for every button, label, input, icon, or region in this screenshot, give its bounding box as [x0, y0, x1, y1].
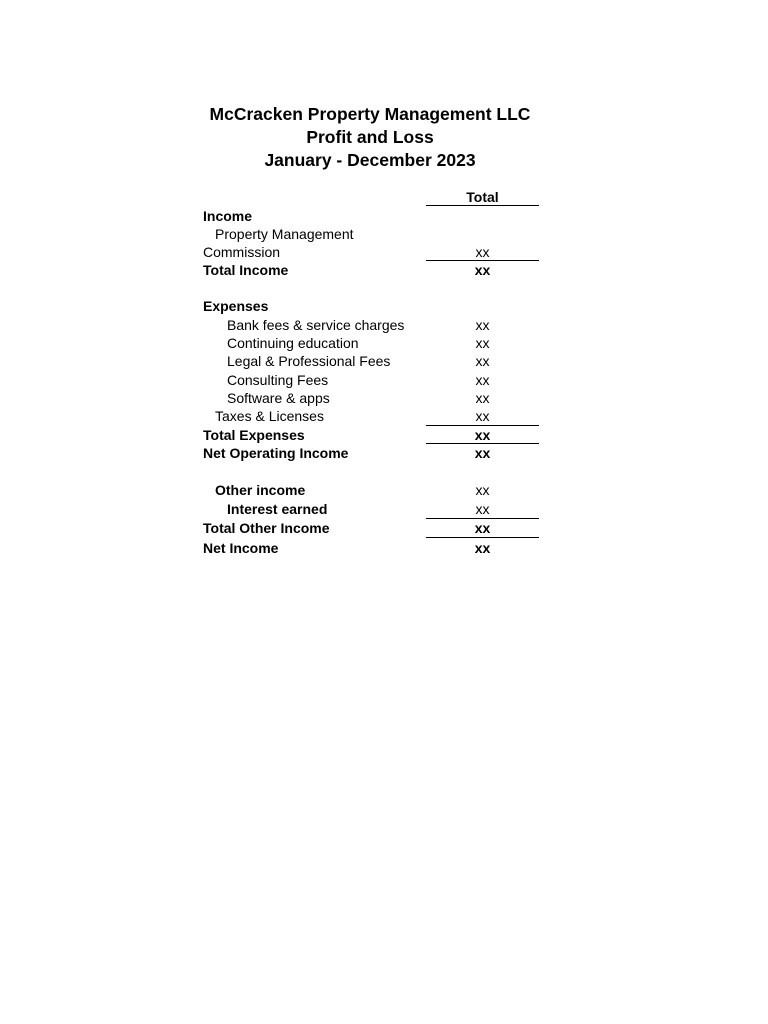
- net-operating-income-row: [0, 444, 768, 462]
- expense-amount: xx: [475, 372, 490, 388]
- net-operating-income-label: Net Operating Income: [203, 445, 349, 461]
- interest-earned-label: Interest earned: [227, 501, 328, 517]
- total-income-amount: xx: [474, 262, 491, 278]
- expenses-heading: Expenses: [203, 298, 269, 314]
- income-heading: Income: [203, 208, 253, 224]
- net-operating-income-amount: xx: [474, 445, 491, 461]
- income-line-label-continued: Commission: [203, 244, 281, 260]
- income-heading-row: [0, 207, 768, 225]
- expense-row: [0, 389, 768, 407]
- total-column-header: Total: [466, 189, 499, 205]
- expenses-heading-row: [0, 297, 768, 315]
- expense-row: [0, 407, 768, 425]
- report-period: January - December 2023: [264, 150, 476, 170]
- expense-row: [0, 316, 768, 334]
- expense-label: Bank fees & service charges: [227, 317, 405, 333]
- net-income-row: [0, 539, 768, 557]
- interest-earned-amount: xx: [475, 501, 490, 517]
- total-other-income-row: [0, 519, 768, 537]
- total-expenses-row: [0, 426, 768, 444]
- income-line-row: [0, 225, 768, 243]
- net-income-amount: xx: [474, 540, 491, 556]
- interest-earned-row: [0, 500, 768, 518]
- income-line-row-continued: [0, 243, 768, 261]
- report-title: Profit and Loss: [306, 127, 434, 147]
- header-underline: [426, 205, 539, 206]
- net-income-label: Net Income: [203, 540, 279, 556]
- expense-amount: xx: [475, 335, 490, 351]
- other-income-heading-amount: xx: [475, 482, 490, 498]
- other-income-heading: Other income: [215, 482, 306, 498]
- other-income-heading-row: [0, 481, 768, 499]
- net-income-rule: [426, 537, 539, 538]
- expense-amount: xx: [475, 408, 490, 424]
- expense-amount: xx: [475, 353, 490, 369]
- company-name: McCracken Property Management LLC: [209, 104, 531, 124]
- expense-amount: xx: [475, 317, 490, 333]
- expense-label: Software & apps: [227, 390, 330, 406]
- expense-row: [0, 334, 768, 352]
- expense-row: [0, 371, 768, 389]
- total-other-income-amount: xx: [474, 520, 491, 536]
- total-expenses-label: Total Expenses: [203, 427, 305, 443]
- expense-row: [0, 352, 768, 370]
- income-line-amount: xx: [475, 244, 490, 260]
- income-line-label: Property Management: [215, 226, 354, 242]
- total-income-row: [0, 261, 768, 279]
- total-other-income-label: Total Other Income: [203, 520, 330, 536]
- total-expenses-amount: xx: [474, 427, 491, 443]
- expense-label: Continuing education: [227, 335, 359, 351]
- expense-label: Consulting Fees: [227, 372, 329, 388]
- expense-label: Taxes & Licenses: [215, 408, 324, 424]
- total-income-label: Total Income: [203, 262, 289, 278]
- expense-label: Legal & Professional Fees: [227, 353, 391, 369]
- expense-amount: xx: [475, 390, 490, 406]
